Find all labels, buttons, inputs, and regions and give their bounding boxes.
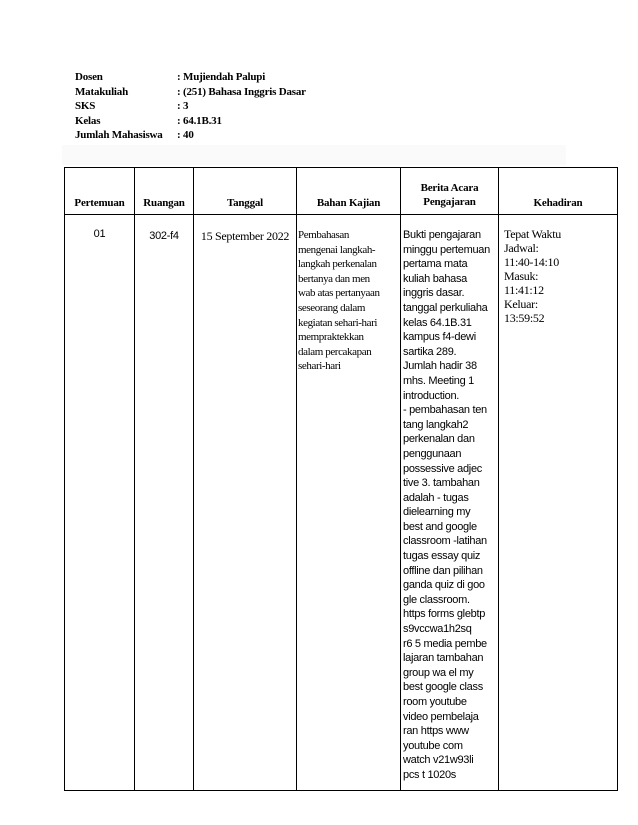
bahan-kajian-line: bertanya dan men — [298, 272, 370, 285]
info-value-jumlah-mahasiswa: : 40 — [177, 129, 194, 142]
berita-acara-line: tive 3. tambahan — [403, 477, 480, 490]
berita-acara-line: https forms glebtp — [403, 608, 486, 621]
cell-kehadiran — [499, 215, 618, 791]
kehadiran-line: 11:41:12 — [504, 283, 544, 297]
kehadiran-line: Tepat Waktu — [504, 227, 561, 241]
pertemuan-value: 01 — [93, 228, 106, 240]
tanggal-value: 15 September 2022 — [200, 229, 290, 243]
info-label-matakuliah: Matakuliah — [75, 85, 129, 98]
berita-acara-line: kuliah bahasa — [403, 272, 467, 285]
berita-acara-line: tanggal perkuliaha — [403, 301, 488, 314]
bahan-kajian-line: wab atas pertanyaan — [298, 287, 380, 300]
info-value-dosen: : Mujiendah Palupi — [177, 71, 266, 83]
bahan-kajian-line: seseorang dalam — [298, 301, 365, 314]
header-kehadiran: Kehadiran — [499, 168, 618, 215]
berita-acara-line: r6 5 media pembe — [403, 637, 487, 650]
berita-acara-line: minggu pertemuan — [403, 243, 490, 256]
berita-acara-line: perkenalan dan — [403, 433, 475, 446]
table-header-row — [65, 168, 618, 215]
berita-acara-line: kelas 64.1B.31 — [403, 316, 472, 329]
info-value-matakuliah: : (251) Bahasa Inggris Dasar — [177, 85, 306, 98]
berita-acara-line: sartika 289. — [403, 345, 457, 358]
berita-acara-line: Bukti pengajaran — [403, 229, 481, 241]
cell-pertemuan — [65, 215, 135, 791]
header-bahan-kajian: Bahan Kajian — [297, 168, 401, 215]
kehadiran-line: Jadwal: — [504, 241, 539, 255]
kehadiran-line: Keluar: — [504, 297, 538, 311]
berita-acara-line: dielearning my — [403, 506, 471, 519]
berita-acara-line: best google class — [403, 681, 483, 694]
berita-acara-line: best and google — [403, 520, 477, 533]
bahan-kajian-line: langkah perkenalan — [298, 258, 377, 271]
berita-acara-line: classroom -latihan — [403, 535, 487, 548]
berita-acara-text — [401, 215, 498, 783]
kehadiran-line: Masuk: — [504, 269, 539, 283]
bahan-kajian-text — [297, 215, 400, 374]
berita-acara-line: tang langkah2 — [403, 418, 469, 431]
kehadiran-line: 11:40-14:10 — [504, 255, 559, 269]
bahan-kajian-line: mengenai langkah- — [298, 243, 376, 256]
bahan-kajian-line: mempraktekkan — [298, 331, 364, 344]
berita-acara-line: adalah - tugas — [403, 491, 469, 504]
bahan-kajian-line: sehari-hari — [298, 360, 341, 373]
berita-acara-line: Jumlah hadir 38 — [403, 360, 477, 373]
bahan-kajian-line: dalam percakapan — [298, 345, 372, 358]
kehadiran-text — [499, 215, 617, 325]
header-berita-acara-line-1: Berita Acara — [420, 182, 479, 194]
cell-ruangan — [135, 215, 194, 791]
berita-acara-line: video pembelaja — [403, 710, 479, 723]
berita-acara-line: ran https www — [403, 725, 469, 738]
attendance-table — [64, 167, 618, 791]
berita-acara-line: gle classroom. — [403, 593, 470, 606]
header-tanggal: Tanggal — [194, 168, 297, 215]
cell-bahan-kajian — [297, 215, 401, 791]
berita-acara-line: - pembahasan ten — [403, 404, 487, 417]
berita-acara-line: possessive adjec — [403, 462, 482, 475]
header-berita-acara — [401, 168, 499, 215]
berita-acara-line: youtube com — [403, 739, 463, 752]
berita-acara-line: tugas essay quiz — [403, 550, 481, 563]
info-label-kelas: Kelas — [75, 114, 101, 127]
berita-acara-line: pertama mata — [403, 258, 468, 271]
header-shade-strip — [62, 145, 566, 165]
info-label-sks: SKS — [75, 100, 96, 113]
berita-acara-line: kampus f4-dewi — [403, 331, 476, 344]
bahan-kajian-line: Pembahasan — [298, 229, 349, 241]
berita-acara-line: s9vccwa1h2sq — [403, 623, 472, 636]
info-label-jumlah-mahasiswa: Jumlah Mahasiswa — [75, 129, 163, 142]
berita-acara-line: inggris dasar. — [403, 287, 465, 300]
header-berita-acara-line-2: Pengajaran — [423, 196, 476, 208]
berita-acara-line: watch v21w93li — [403, 754, 474, 767]
header-ruangan: Ruangan — [135, 168, 194, 215]
berita-acara-line: penggunaan — [403, 447, 462, 460]
berita-acara-line: ganda quiz di goo — [403, 579, 485, 592]
berita-acara-line: room youtube — [403, 696, 467, 708]
header-pertemuan: Pertemuan — [65, 168, 135, 215]
cell-tanggal — [194, 215, 297, 791]
berita-acara-line: mhs. Meeting 1 — [403, 374, 475, 387]
berita-acara-line: offline dan pilihan — [403, 564, 483, 577]
info-label-dosen: Dosen — [75, 71, 103, 83]
table-row — [65, 215, 618, 791]
ruangan-value: 302-f4 — [149, 230, 179, 242]
info-value-kelas: : 64.1B.31 — [177, 114, 222, 127]
bahan-kajian-line: kegiatan sehari-hari — [298, 316, 378, 329]
berita-acara-line: pcs t 1020s — [403, 768, 456, 781]
berita-acara-line: group wa el my — [403, 666, 474, 679]
info-value-sks: : 3 — [177, 100, 189, 113]
cell-berita-acara — [401, 215, 499, 791]
kehadiran-line: 13:59:52 — [504, 311, 545, 325]
berita-acara-line: lajaran tambahan — [403, 652, 484, 665]
berita-acara-line: introduction. — [403, 389, 460, 402]
